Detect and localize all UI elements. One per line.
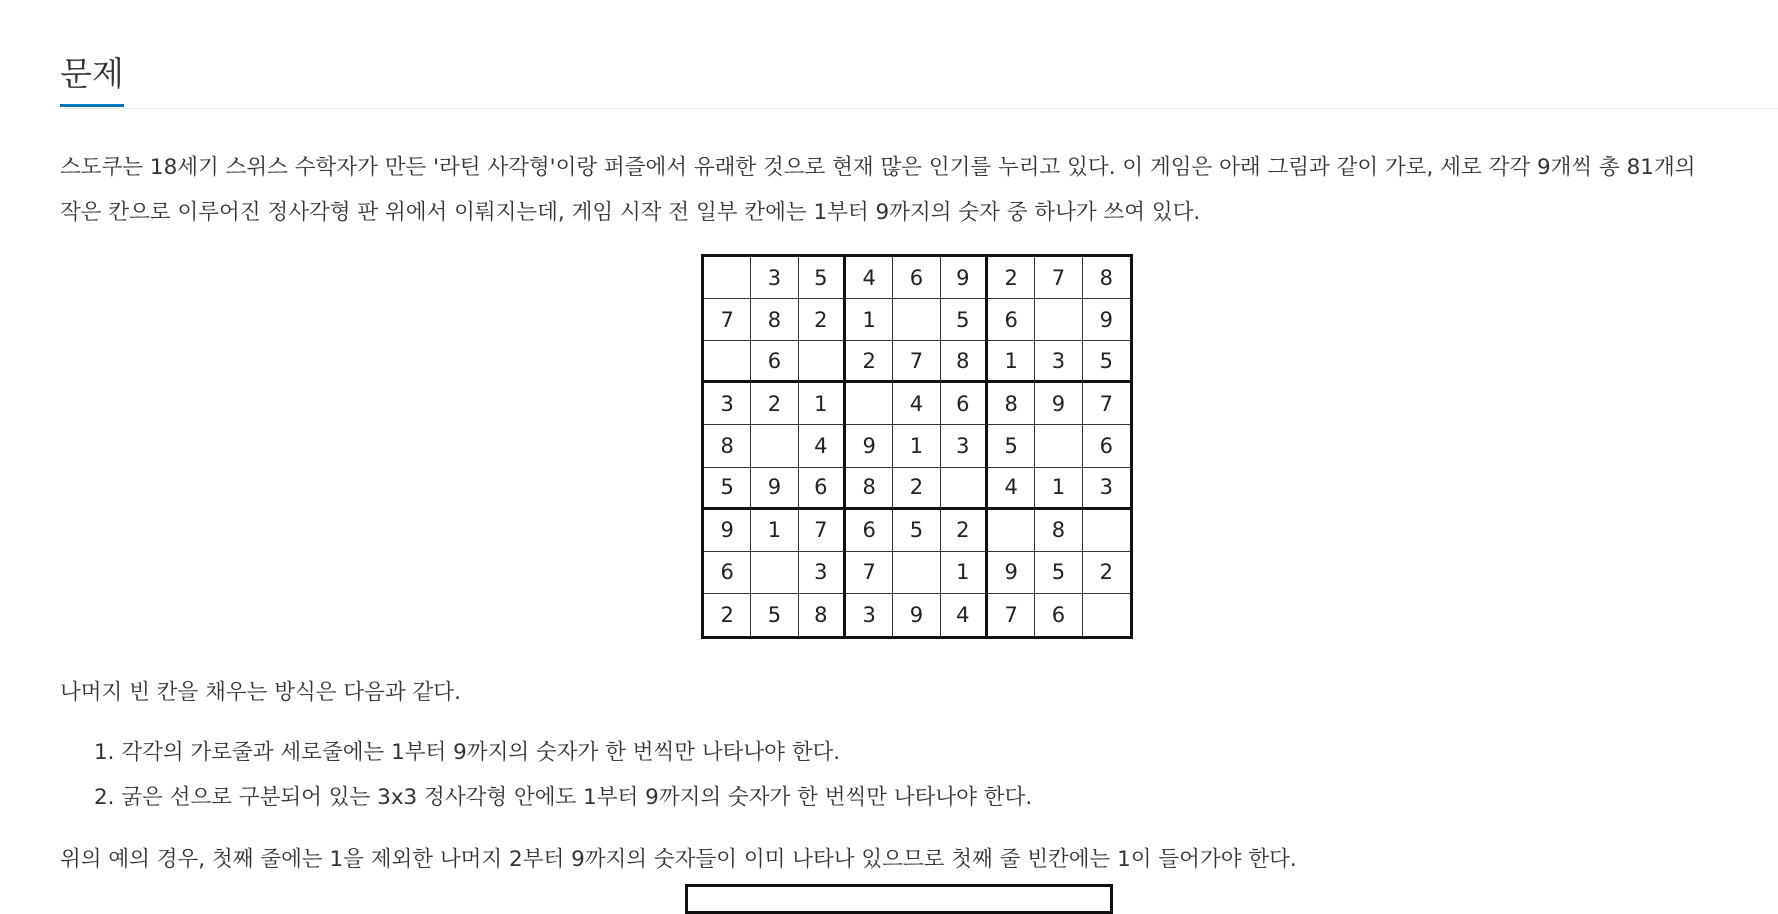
rule-list xyxy=(60,730,1032,820)
sudoku-cell: 8 xyxy=(751,299,798,341)
sudoku-cell: 9 xyxy=(988,552,1035,594)
sudoku-cell: 3 xyxy=(704,383,751,425)
sudoku-cell: 7 xyxy=(988,594,1035,636)
sudoku-cell: 5 xyxy=(751,594,798,636)
sudoku-cell: 7 xyxy=(1035,257,1082,299)
section-header xyxy=(60,42,1778,109)
sudoku-cell: 5 xyxy=(988,425,1035,467)
sudoku-cell: 8 xyxy=(846,468,893,510)
sudoku-cell: 6 xyxy=(751,341,798,383)
sudoku-cell: 3 xyxy=(1083,468,1130,510)
sudoku-cell: 2 xyxy=(988,257,1035,299)
rule-item-1: 1. 각각의 가로줄과 세로줄에는 1부터 9까지의 숫자가 한 번씩만 나타나야 한다. xyxy=(94,740,841,765)
sudoku-board xyxy=(701,254,1133,639)
sudoku-cell xyxy=(846,383,893,425)
section-title: 문제 xyxy=(60,54,124,107)
sudoku-cell xyxy=(941,468,988,510)
sudoku-cell: 7 xyxy=(799,510,846,552)
sudoku-cell: 3 xyxy=(799,552,846,594)
sudoku-cell: 3 xyxy=(941,425,988,467)
sudoku-cell: 1 xyxy=(846,299,893,341)
sudoku-cell: 7 xyxy=(1083,383,1130,425)
sudoku-cell xyxy=(893,552,940,594)
sudoku-cell: 9 xyxy=(846,425,893,467)
sudoku-cell: 2 xyxy=(893,468,940,510)
sudoku-cell: 8 xyxy=(941,341,988,383)
rule-item-2: 2. 굵은 선으로 구분되어 있는 3x3 정사각형 안에도 1부터 9까지의 숫자가 한 번씩만 나타나야 한다. xyxy=(94,785,1033,810)
sudoku-cell: 9 xyxy=(893,594,940,636)
sudoku-cell xyxy=(704,257,751,299)
sudoku-cell: 1 xyxy=(941,552,988,594)
sudoku-cell: 1 xyxy=(893,425,940,467)
sudoku-cell: 2 xyxy=(704,594,751,636)
sudoku-cell: 1 xyxy=(1035,468,1082,510)
sudoku-cell: 9 xyxy=(1035,383,1082,425)
sudoku-cell xyxy=(1035,299,1082,341)
sudoku-cell: 7 xyxy=(704,299,751,341)
sudoku-cell: 8 xyxy=(704,425,751,467)
example-text: 위의 예의 경우, 첫째 줄에는 1을 제외한 나머지 2부터 9까지의 숫자들이 이미 나타나 있으므로 첫째 줄 빈칸에는 1이 들어가야 한다. xyxy=(60,847,1297,872)
sudoku-cell: 2 xyxy=(941,510,988,552)
sudoku-cell: 8 xyxy=(1083,257,1130,299)
sudoku-cell: 3 xyxy=(1035,341,1082,383)
sudoku-cell: 6 xyxy=(1035,594,1082,636)
sudoku-cell xyxy=(751,425,798,467)
sudoku-cell: 2 xyxy=(1083,552,1130,594)
sudoku-cell: 6 xyxy=(846,510,893,552)
sudoku-cell: 4 xyxy=(941,594,988,636)
sudoku-cell: 6 xyxy=(941,383,988,425)
sudoku-cell: 2 xyxy=(846,341,893,383)
sudoku-cell xyxy=(1083,594,1130,636)
sudoku-cell: 1 xyxy=(799,383,846,425)
sudoku-cell xyxy=(893,299,940,341)
sudoku-cell: 7 xyxy=(893,341,940,383)
sudoku-cell xyxy=(988,510,1035,552)
sudoku-cell: 6 xyxy=(988,299,1035,341)
sudoku-cell xyxy=(704,341,751,383)
intro-line-1: 스도쿠는 18세기 스위스 수학자가 만든 '라틴 사각형'이랑 퍼즐에서 유래한 것으로 현재 많은 인기를 누리고 있다. 이 게임은 아래 그림과 같이 가로, 세로 각각 9개씩 총 81개의 xyxy=(60,155,1696,180)
sudoku-cell: 4 xyxy=(988,468,1035,510)
sudoku-cell: 3 xyxy=(846,594,893,636)
sudoku-cell: 8 xyxy=(988,383,1035,425)
sudoku-cell: 2 xyxy=(751,383,798,425)
sudoku-cell: 8 xyxy=(799,594,846,636)
sudoku-cell: 2 xyxy=(799,299,846,341)
sudoku-cell: 1 xyxy=(751,510,798,552)
sudoku-cell: 3 xyxy=(751,257,798,299)
problem-intro xyxy=(60,145,1696,235)
sudoku-cell: 5 xyxy=(941,299,988,341)
sudoku-cell xyxy=(751,552,798,594)
sudoku-cell: 9 xyxy=(704,510,751,552)
method-text: 나머지 빈 칸을 채우는 방식은 다음과 같다. xyxy=(60,680,461,705)
sudoku-cell: 5 xyxy=(799,257,846,299)
sudoku-board-2 xyxy=(685,884,1113,914)
sudoku-cell: 4 xyxy=(893,383,940,425)
sudoku-cell: 6 xyxy=(893,257,940,299)
sudoku-cell: 6 xyxy=(704,552,751,594)
intro-line-2: 작은 칸으로 이루어진 정사각형 판 위에서 이뤄지는데, 게임 시작 전 일부 칸에는 1부터 9까지의 숫자 중 하나가 쓰여 있다. xyxy=(60,200,1201,225)
sudoku-cell: 9 xyxy=(1083,299,1130,341)
sudoku-cell: 5 xyxy=(893,510,940,552)
sudoku-cell: 5 xyxy=(704,468,751,510)
sudoku-cell: 6 xyxy=(799,468,846,510)
sudoku-cell: 5 xyxy=(1083,341,1130,383)
sudoku-cell: 9 xyxy=(751,468,798,510)
sudoku-cell xyxy=(1083,510,1130,552)
sudoku-cell: 1 xyxy=(988,341,1035,383)
sudoku-cell: 4 xyxy=(799,425,846,467)
problem-page xyxy=(60,0,1778,905)
sudoku-cell: 6 xyxy=(1083,425,1130,467)
sudoku-cell xyxy=(1035,425,1082,467)
sudoku-cell: 5 xyxy=(1035,552,1082,594)
sudoku-cell xyxy=(799,341,846,383)
sudoku-cell: 4 xyxy=(846,257,893,299)
sudoku-cell: 8 xyxy=(1035,510,1082,552)
sudoku-cell: 7 xyxy=(846,552,893,594)
sudoku-cell: 9 xyxy=(941,257,988,299)
